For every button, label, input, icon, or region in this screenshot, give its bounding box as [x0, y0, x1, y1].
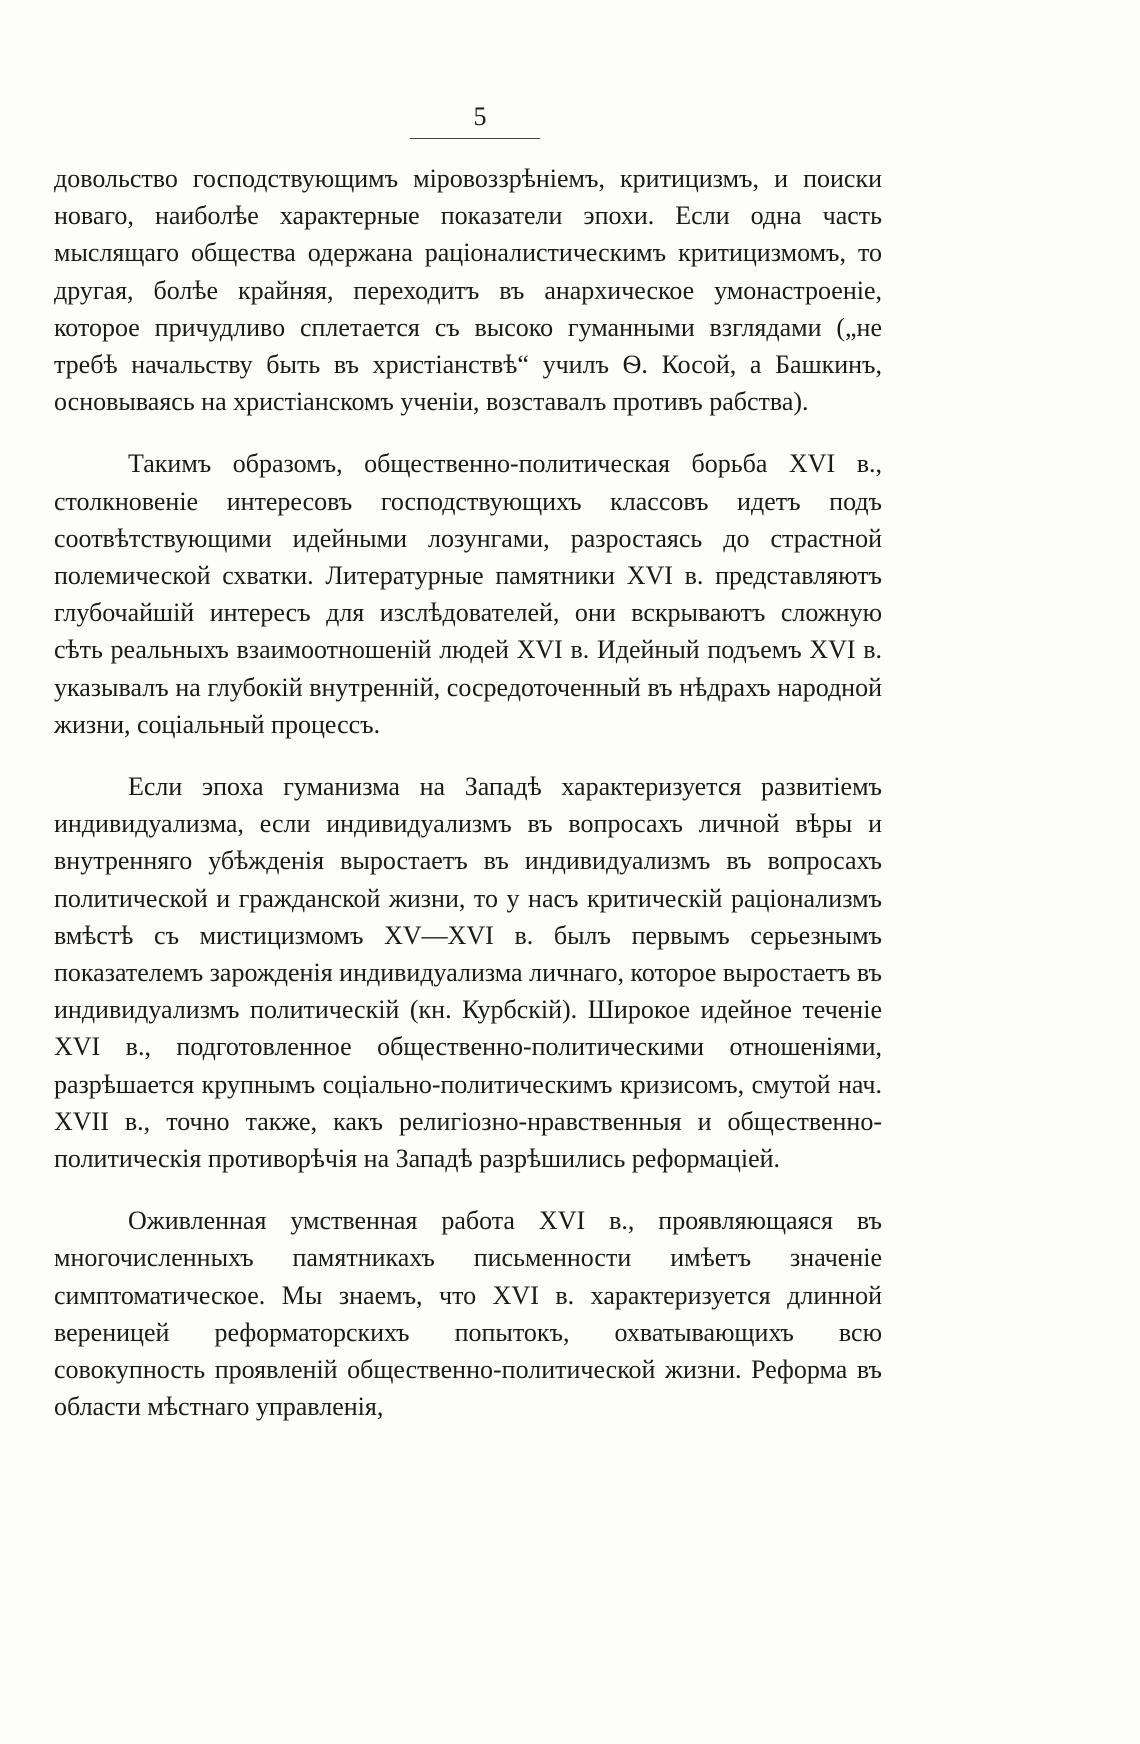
paragraph-4: Оживленная умственная работа XVI в., проявляющаяся въ многочисленныхъ памятникахъ письменности имѣетъ значеніе симптоматическое. Мы знаемъ, что XVI в. характеризуется длинной вереницей реформаторскихъ попытокъ, охватывающихъ всю совокупность проявленій общественно-политической жизни. Реформа въ области мѣстнаго управленія,: [54, 1206, 882, 1422]
paragraph-3: Если эпоха гуманизма на Западѣ характеризуется развитіемъ индивидуализма, если индивидуализмъ въ вопросахъ личной вѣры и внутренняго убѣжденія выростаетъ въ индивидуализмъ въ вопросахъ политической и гражданской жизни, то у насъ критическій раціонализмъ вмѣстѣ съ мистицизмомъ XV—XVI в. былъ первымъ серьезнымъ показателемъ зарожденія индивидуализма личнаго, которое выростаетъ въ индивидуализмъ политическій (кн. Курбскій). Широкое идейное теченіе XVI в., подготовленное общественно-политическими отношеніями, разрѣшается крупнымъ соціально-политическимъ кризисомъ, смутой нач. XVII в., точно также, какъ религіозно-нравственныя и общественно-политическія противорѣчія на Западѣ разрѣшились реформаціей.: [54, 772, 882, 1174]
page-number: 5: [473, 102, 487, 131]
paragraph-2: Такимъ образомъ, общественно-политическая борьба XVI в., столкновеніе интересовъ господствующихъ классовъ идетъ подъ соотвѣтствующими идейными лозунгами, разростаясь до страстной полемической схватки. Литературные памятники XVI в. представляютъ глубочайшій интересъ для изслѣдователей, они вскрываютъ сложную сѣть реальныхъ взаимоотношеній людей XVI в. Идейный подъемъ XVI в. указывалъ на глубокій внутренній, сосредоточенный въ нѣдрахъ народной жизни, соціальный процессъ.: [54, 449, 882, 739]
page-number-rule: [410, 138, 540, 139]
body-text: [54, 160, 882, 1426]
paragraph-1: довольство господствующимъ міровоззрѣніемъ, критицизмъ, и поиски новаго, наиболѣе характерные показатели эпохи. Если одна часть мыслящаго общества одержана раціоналистическимъ критицизмомъ, то другая, болѣе крайняя, переходитъ въ анархическое умонастроеніе, которое причудливо сплетается съ высоко гуманными взглядами („не требѣ начальству быть въ христіанствѣ“ училъ Ѳ. Косой, а Башкинъ, основываясь на христіанскомъ ученіи, возставалъ противъ рабства).: [54, 164, 882, 417]
